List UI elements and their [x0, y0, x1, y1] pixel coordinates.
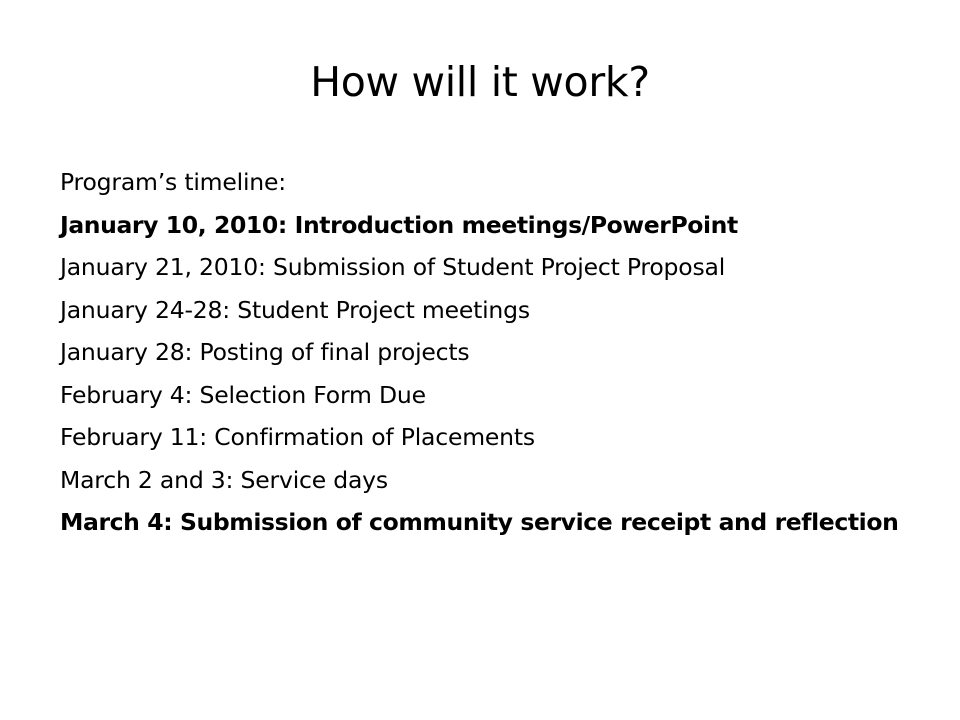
timeline-item: February 4: Selection Form Due	[60, 380, 426, 409]
timeline-item: January 21, 2010: Submission of Student Project Proposal	[60, 253, 726, 281]
slide-title: How will it work?	[310, 58, 650, 106]
timeline-item: March 4: Submission of community service receipt and reflection	[60, 508, 899, 536]
timeline-item: January 24-28: Student Project meetings	[60, 295, 530, 324]
timeline-item: January 28: Posting of final projects	[60, 338, 470, 366]
timeline-item: March 2 and 3: Service days	[60, 465, 388, 494]
timeline-item: January 10, 2010: Introduction meetings/PowerPoint	[60, 210, 738, 239]
timeline-list	[60, 168, 900, 551]
timeline-item: February 11: Confirmation of Placements	[60, 423, 535, 451]
timeline-intro: Program’s timeline:	[60, 168, 286, 196]
